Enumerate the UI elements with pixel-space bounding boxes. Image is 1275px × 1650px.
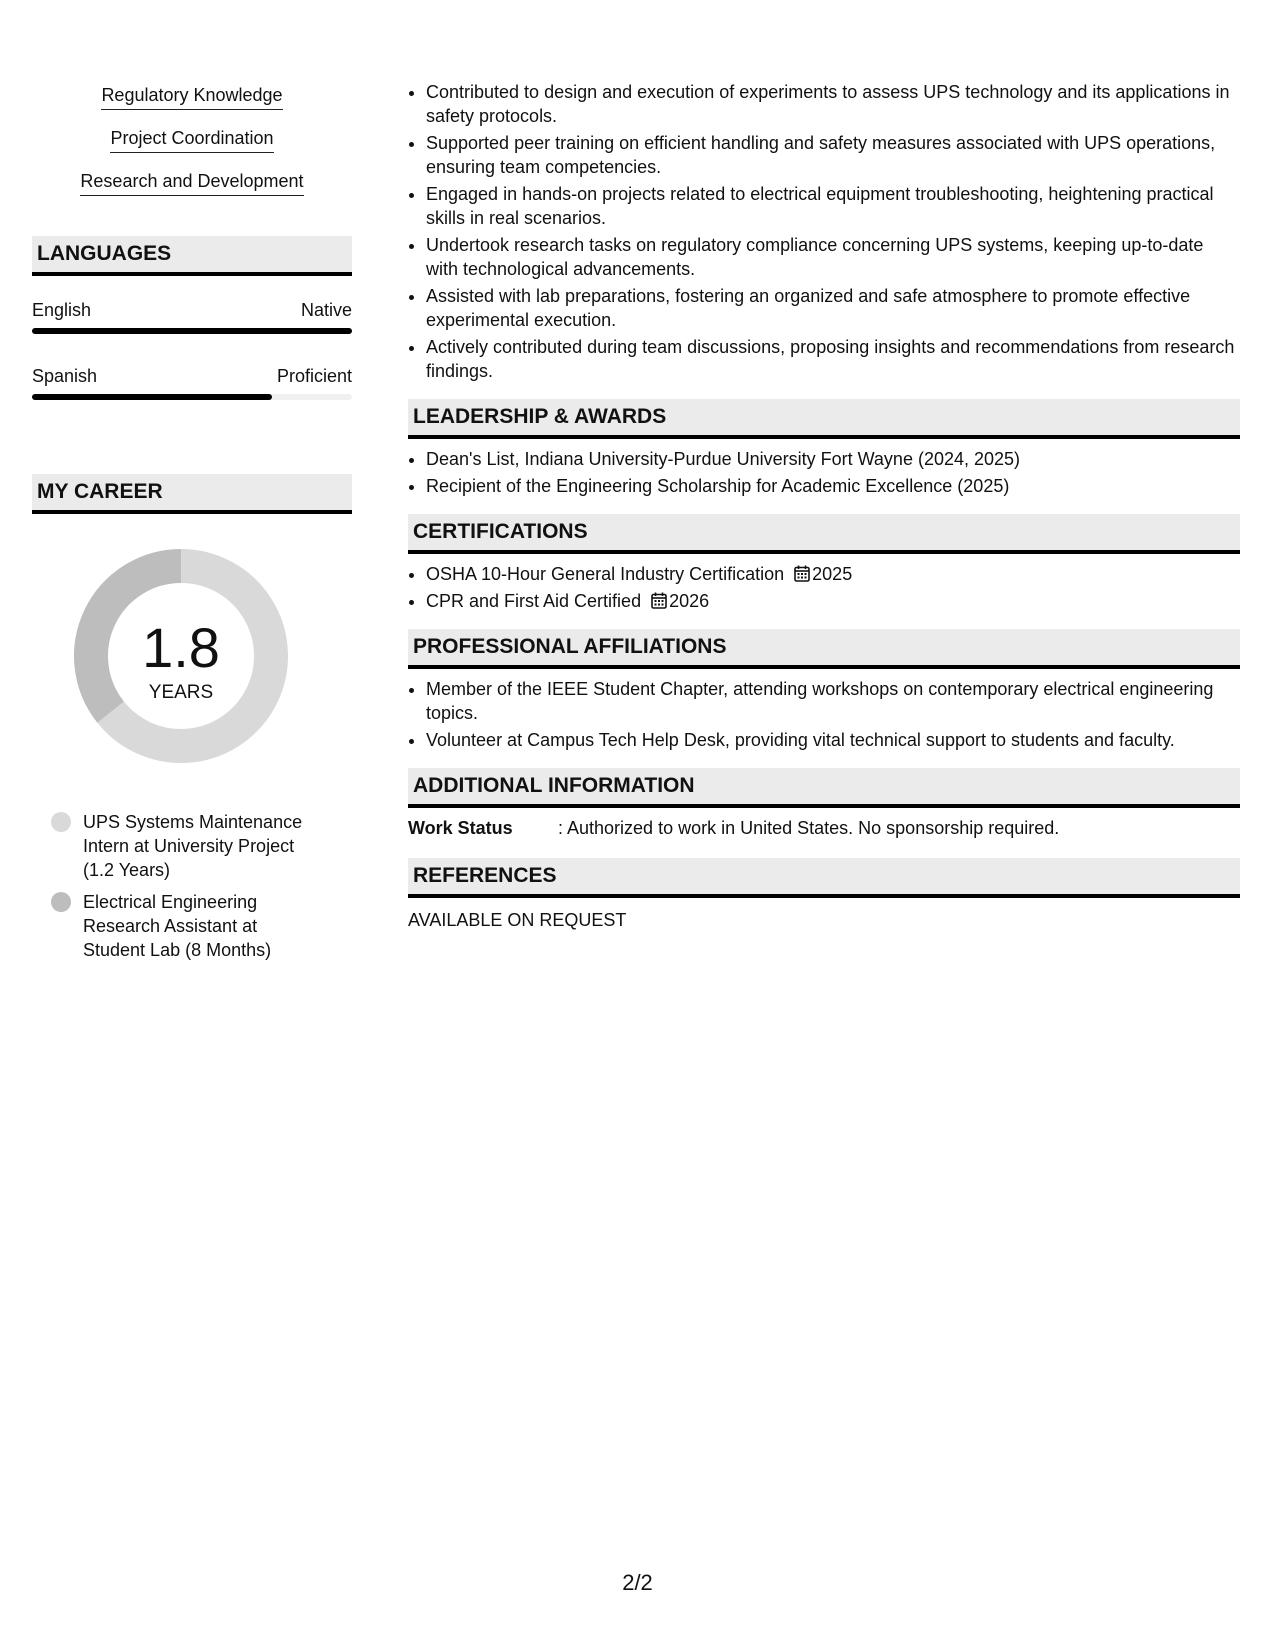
- career-unit: YEARS: [148, 682, 214, 703]
- career-legend-item: [51, 810, 321, 882]
- right-column: [408, 80, 1240, 932]
- certification-year: 2026: [669, 591, 710, 611]
- certifications-list: [408, 562, 1240, 613]
- left-column: [32, 84, 352, 966]
- references-text: AVAILABLE ON REQUEST: [408, 910, 627, 930]
- skill-label: Research and Development: [80, 170, 303, 196]
- legend-dot: [51, 892, 71, 912]
- language-level: Proficient: [276, 366, 352, 386]
- affiliation-item: • Volunteer at Campus Tech Help Desk, providing vital technical support to students and faculty.: [426, 728, 1240, 752]
- page-number: 2/2: [622, 1570, 653, 1595]
- skill-label: Regulatory Knowledge: [101, 84, 282, 110]
- certification-name: CPR and First Aid Certified: [426, 591, 642, 611]
- certification-item: [426, 562, 1240, 586]
- language-level: Native: [300, 300, 352, 320]
- legend-dot: [51, 812, 71, 832]
- career-donut-chart: [32, 548, 352, 788]
- skill-item: [32, 170, 352, 196]
- languages-heading: LANGUAGES: [32, 236, 352, 276]
- work-status-value: : Authorized to work in United States. No sponsorship required.: [558, 818, 1060, 838]
- skills-list: [32, 84, 352, 196]
- career-total: 1.8: [142, 616, 220, 679]
- skill-label: Project Coordination: [110, 127, 273, 153]
- skill-item: [32, 127, 352, 153]
- affiliation-item: • Member of the IEEE Student Chapter, attending workshops on contemporary electrical engineering topics.: [426, 677, 1240, 725]
- experience-bullets: [408, 80, 1240, 383]
- skill-item: [32, 84, 352, 110]
- leadership-item: • Recipient of the Engineering Scholarship for Academic Excellence (2025): [426, 474, 1240, 498]
- certifications-heading: CERTIFICATIONS: [408, 514, 1240, 554]
- experience-bullet: • Assisted with lab preparations, fostering an organized and safe atmosphere to promote effective experimental execution.: [426, 284, 1240, 332]
- leadership-heading: LEADERSHIP & AWARDS: [408, 399, 1240, 439]
- calendar-icon: [794, 565, 810, 582]
- work-status-row: [408, 816, 1240, 840]
- affiliations-list: [408, 677, 1240, 752]
- career-legend: [51, 810, 321, 962]
- certification-name: OSHA 10-Hour General Industry Certification: [426, 564, 785, 584]
- experience-bullet: • Undertook research tasks on regulatory compliance concerning UPS systems, keeping up-to-date with technological advancements.: [426, 233, 1240, 281]
- affiliations-heading: PROFESSIONAL AFFILIATIONS: [408, 629, 1240, 669]
- language-name: Spanish: [32, 366, 98, 386]
- career-legend-item: [51, 890, 321, 962]
- language-english: [32, 298, 352, 334]
- legend-label: Electrical Engineering Research Assistant at Student Lab (8 Months): [83, 892, 272, 960]
- language-name: English: [32, 300, 92, 320]
- certification-item: [426, 589, 1240, 613]
- experience-bullet: • Engaged in hands-on projects related to electrical equipment troubleshooting, heightening practical skills in real scenarios.: [426, 182, 1240, 230]
- experience-bullet: • Supported peer training on efficient handling and safety measures associated with UPS operations, ensuring team competencies.: [426, 131, 1240, 179]
- leadership-item: • Dean's List, Indiana University-Purdue University Fort Wayne (2024, 2025): [426, 447, 1240, 471]
- language-bar: [32, 328, 352, 334]
- leadership-list: [408, 447, 1240, 498]
- language-bar-fill: [32, 394, 272, 400]
- certification-year: 2025: [812, 564, 853, 584]
- language-bar: [32, 394, 352, 400]
- career-heading: MY CAREER: [32, 474, 352, 514]
- work-status-label: Work Status: [408, 818, 513, 838]
- references-heading: REFERENCES: [408, 858, 1240, 898]
- language-bar-fill: [32, 328, 352, 334]
- language-spanish: [32, 364, 352, 400]
- experience-bullet: • Actively contributed during team discussions, proposing insights and recommendations from research findings.: [426, 335, 1240, 383]
- legend-label: UPS Systems Maintenance Intern at University Project (1.2 Years): [83, 812, 303, 880]
- additional-info-heading: ADDITIONAL INFORMATION: [408, 768, 1240, 808]
- calendar-icon: [651, 592, 667, 609]
- experience-bullet: • Contributed to design and execution of experiments to assess UPS technology and its applications in safety protocols.: [426, 80, 1240, 128]
